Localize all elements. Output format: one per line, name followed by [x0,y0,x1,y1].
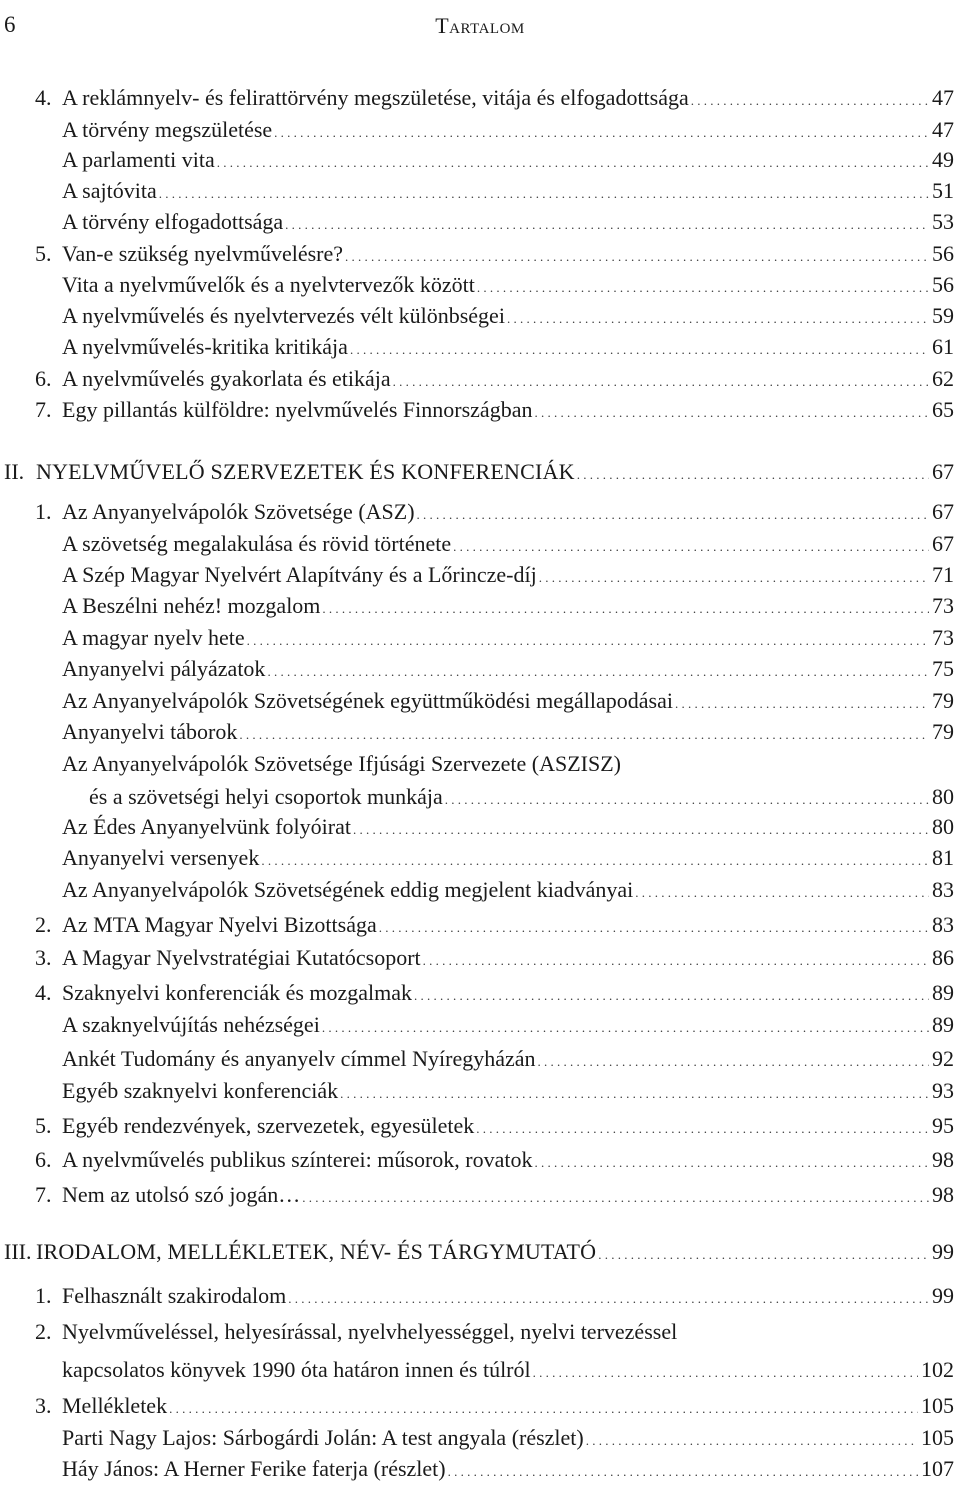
toc-dot-leader [476,1112,929,1143]
toc-entry-line [35,1424,954,1454]
page-number: 6 [4,12,16,37]
toc-entry-title: Háy János: A Herner Ferike faterja (részlet) [62,1456,446,1481]
toc-page-number: 98 [932,1147,954,1172]
toc-entry-title: NYELVMŰVELŐ SZERVEZETEK ÉS KONFERENCIÁK [36,459,575,484]
toc-entry-title: A törvény megszületése [62,117,273,142]
toc-entry-number: 1. [35,499,52,524]
toc-entry-title: Egyéb szaknyelvi konferenciák [62,1078,339,1103]
toc-entry-line [35,177,954,207]
toc-entry-title: A nyelvművelés gyakorlata és etikája [62,366,391,391]
toc-entry-number: 1. [35,1283,52,1308]
toc-page-number: 80 [932,814,954,839]
toc-entry-line [35,592,954,622]
toc-entry-title: Anyanyelvi pályázatok [62,656,266,681]
toc-page-number: 89 [932,1012,954,1037]
toc-dot-leader [302,1181,929,1212]
toc-dot-leader [169,1392,918,1423]
toc-page-number: 56 [932,272,954,297]
toc-page-number: 98 [932,1182,954,1207]
toc-dot-leader [453,530,929,561]
toc-dot-leader [448,1455,918,1486]
toc-entry-title: Nyelvműveléssel, helyesírással, nyelvhelyességgel, nyelvi tervezéssel [62,1319,678,1344]
toc-dot-leader [417,498,929,529]
toc-entry-line [35,624,954,654]
toc-dot-leader [379,911,929,942]
toc-page-number: 53 [932,209,954,234]
toc-entry-line [35,365,954,395]
toc-entry-line [35,498,954,528]
toc-entry-line [35,240,954,270]
toc-page-number: 51 [932,178,954,203]
toc-entry-line [35,1181,954,1211]
toc-dot-leader [635,876,929,907]
toc-page-number: 47 [932,117,954,142]
toc-page-number: 107 [921,1456,954,1481]
toc-entry-title: Nem az utolsó szó jogán… [62,1182,301,1207]
toc-entry-number: III. [4,1239,32,1264]
toc-entry-line [35,561,954,591]
toc-entry-line [89,783,954,813]
toc-dot-leader [159,177,929,208]
toc-page-number: 99 [932,1283,954,1308]
toc-entry-title: Az Anyanyelvápolók Szövetségének együttműködési megállapodásai [62,688,673,713]
toc-entry-title: A nyelvművelés publikus színterei: műsorok, rovatok [62,1147,533,1172]
toc-entry-line [35,813,954,843]
toc-dot-leader [267,655,929,686]
toc-page-number: 67 [932,531,954,556]
toc-dot-leader [261,844,929,875]
toc-dot-leader [322,1011,929,1042]
toc-dot-leader [577,458,929,489]
toc-entry-title: Van-e szükség nyelvművelésre? [62,241,344,266]
toc-dot-leader [322,592,929,623]
toc-dot-leader [285,208,929,239]
toc-entry-number: 7. [35,1182,52,1207]
toc-entry-title: Anyanyelvi versenyek [62,845,260,870]
toc-dot-leader [586,1424,918,1455]
toc-entry-line [35,844,954,874]
toc-entry-title: Szaknyelvi konferenciák és mozgalmak [62,980,413,1005]
toc-entry-number: 3. [35,1393,52,1418]
toc-dot-leader [535,1146,930,1177]
toc-page-number: 83 [932,877,954,902]
toc-entry-line [35,1011,954,1041]
toc-entry-title: A szaknyelvújítás nehézségei [62,1012,320,1037]
toc-dot-leader [239,718,929,749]
toc-entry-number: 3. [35,945,52,970]
toc-entry-line [35,1282,954,1312]
toc-entry-title: A Szép Magyar Nyelvért Alapítvány és a Lőrincze-díj [62,562,537,587]
toc-entry-line [35,687,954,717]
toc-page-number: 95 [932,1113,954,1138]
toc-dot-leader [534,396,929,427]
toc-dot-leader [423,944,929,975]
toc-entry-number: 4. [35,980,52,1005]
toc-entry-line [4,458,954,488]
toc-entry-line [35,84,954,114]
toc-dot-leader [445,783,929,814]
toc-page-number: 67 [932,499,954,524]
toc-entry-title: Anyanyelvi táborok [62,719,238,744]
toc-page-number: 79 [932,719,954,744]
toc-entry-line [62,1356,954,1386]
toc-dot-leader [675,687,929,718]
toc-dot-leader [539,561,929,592]
toc-entry-title: A Magyar Nyelvstratégiai Kutatócsoport [62,945,421,970]
toc-entry-number: II. [4,459,25,484]
toc-entry-line [35,979,954,1009]
toc-page-number: 86 [932,945,954,970]
toc-entry-line [35,302,954,332]
toc-entry-title: Egyéb rendezvények, szervezetek, egyesületek [62,1113,475,1138]
toc-page-number: 92 [932,1046,954,1071]
toc-entry-number: 6. [35,366,52,391]
toc-entry-title: IRODALOM, MELLÉKLETEK, NÉV- ÉS TÁRGYMUTATÓ [36,1239,597,1264]
toc-page-number: 89 [932,980,954,1005]
toc-dot-leader [691,84,929,115]
toc-entry-line [35,271,954,301]
toc-dot-leader [340,1077,929,1108]
toc-entry-number: 2. [35,1319,52,1344]
toc-entry-title: A nyelvművelés és nyelvtervezés vélt különbségei [62,303,505,328]
toc-page-number: 65 [932,397,954,422]
toc-entry-line [35,116,954,146]
toc-dot-leader [217,146,929,177]
toc-page-number: 47 [932,85,954,110]
toc-dot-leader [414,979,929,1010]
toc-page-number: 105 [921,1425,954,1450]
toc-page-number: 93 [932,1078,954,1103]
toc-entry-line [35,1112,954,1142]
toc-dot-leader [533,1356,918,1387]
toc-entry-line [35,333,954,363]
toc-entry-title: Az Anyanyelvápolók Szövetsége Ifjúsági Szervezete (ASZISZ) [62,751,621,776]
toc-dot-leader [274,116,929,147]
toc-entry-line [35,1146,954,1176]
toc-dot-leader [247,624,929,655]
toc-entry-title: Parti Nagy Lajos: Sárbogárdi Jolán: A test angyala (részlet) [62,1425,584,1450]
toc-entry-title: A magyar nyelv hete [62,625,245,650]
toc-page-number: 56 [932,241,954,266]
toc-page-number: 67 [932,459,954,484]
toc-page-number: 73 [932,625,954,650]
toc-dot-leader [353,813,929,844]
toc-entry-line [35,750,621,780]
toc-entry-line [35,944,954,974]
toc-page-number: 71 [932,562,954,587]
toc-page-number: 59 [932,303,954,328]
toc-dot-leader [477,271,929,302]
running-head: Tartalom [435,13,525,38]
toc-dot-leader [350,333,929,364]
toc-entry-line [35,530,954,560]
toc-dot-leader [393,365,929,396]
toc-entry-line [35,1077,954,1107]
toc-entry-title: Felhasznált szakirodalom [62,1283,287,1308]
toc-entry-title: A reklámnyelv- és felirattörvény megszületése, vitája és elfogadottsága [62,85,689,110]
toc-page-number: 83 [932,912,954,937]
toc-dot-leader [538,1045,929,1076]
toc-entry-title: A parlamenti vita [62,147,215,172]
toc-entry-number: 7. [35,397,52,422]
toc-entry-title: A törvény elfogadottsága [62,209,284,234]
toc-page-number: 99 [932,1239,954,1264]
toc-entry-number: 5. [35,1113,52,1138]
toc-entry-line [35,1455,954,1485]
toc-entry-line [35,655,954,685]
toc-entry-title: Mellékletek [62,1393,168,1418]
toc-page-number: 102 [921,1357,954,1382]
toc-page-number: 80 [932,784,954,809]
toc-entry-line [35,208,954,238]
toc-entry-line [35,718,954,748]
toc-page-number: 61 [932,334,954,359]
toc-page-number: 75 [932,656,954,681]
toc-entry-line [35,396,954,426]
toc-entry-line [35,146,954,176]
toc-entry-title: Ankét Tudomány és anyanyelv címmel Nyíregyházán [62,1046,536,1071]
toc-entry-title: Az MTA Magyar Nyelvi Bizottsága [62,912,377,937]
toc-page-number: 79 [932,688,954,713]
toc-entry-line [4,1238,954,1268]
toc-entry-number: 2. [35,912,52,937]
toc-entry-line [35,1045,954,1075]
toc-entry-number: 4. [35,85,52,110]
toc-entry-title: A nyelvművelés-kritika kritikája [62,334,348,359]
toc-entry-title-continued: és a szövetségi helyi csoportok munkája [89,784,443,809]
toc-entry-number: 6. [35,1147,52,1172]
toc-dot-leader [288,1282,929,1313]
toc-page-number: 62 [932,366,954,391]
toc-entry-number: 5. [35,241,52,266]
toc-entry-line [35,876,954,906]
toc-entry-title: A szövetség megalakulása és rövid története [62,531,452,556]
toc-entry-line [35,911,954,941]
toc-entry-title: A sajtóvita [62,178,157,203]
toc-entry-line [35,1318,677,1348]
toc-dot-leader [345,240,929,271]
toc-page-number: 73 [932,593,954,618]
toc-entry-title: A Beszélni nehéz! mozgalom [62,593,321,618]
toc-entry-title-continued: kapcsolatos könyvek 1990 óta határon innen és túlról [62,1357,531,1382]
toc-dot-leader [598,1238,929,1269]
toc-entry-line [35,1392,954,1422]
toc-entry-title: Az Édes Anyanyelvünk folyóirat [62,814,351,839]
toc-entry-title: Az Anyanyelvápolók Szövetsége (ASZ) [62,499,415,524]
toc-page-number: 49 [932,147,954,172]
toc-page-number: 81 [932,845,954,870]
toc-entry-title: Egy pillantás külföldre: nyelvművelés Finnországban [62,397,533,422]
toc-page-number: 105 [921,1393,954,1418]
toc-entry-title: Vita a nyelvművelők és a nyelvtervezők között [62,272,475,297]
toc-entry-title: Az Anyanyelvápolók Szövetségének eddig megjelent kiadványai [62,877,634,902]
toc-dot-leader [507,302,929,333]
